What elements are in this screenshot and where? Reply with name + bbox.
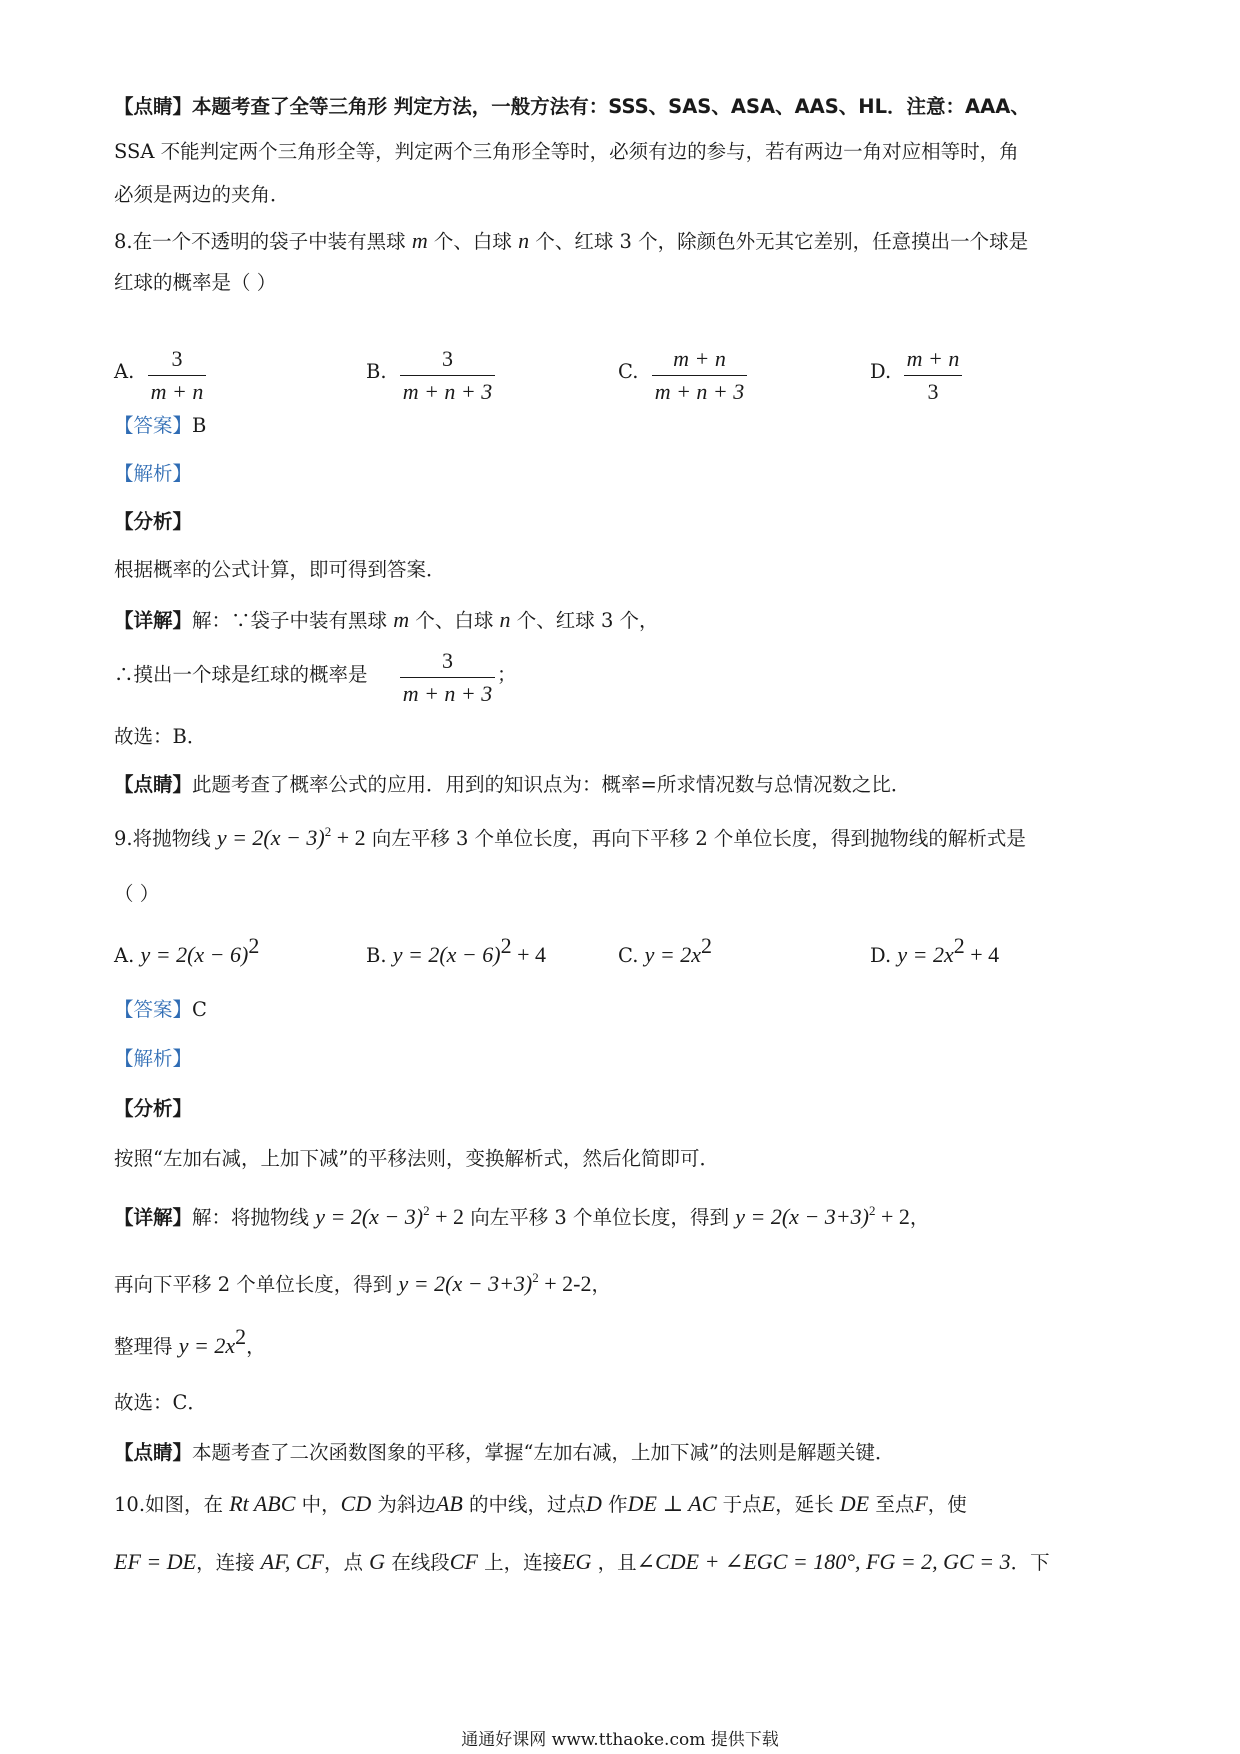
q8-fenxi-text: 根据概率的公式计算，即可得到答案． <box>114 558 446 581</box>
q9-detail-expr-1-tail: + 2 <box>429 1204 465 1229</box>
q8-var-n: n <box>518 228 530 253</box>
q10-stem-line-2 <box>114 1551 1050 1573</box>
q9-detail-expr-3-main: y = 2(x − 3+3) <box>398 1271 533 1296</box>
q9-stem-expr-main: y = 2(x − 3) <box>216 825 325 850</box>
q8-answer-line <box>114 416 206 436</box>
prev-dianjing-line-3 <box>114 185 290 205</box>
prev-dianjing-text-2: SSA 不能判定两个三角形全等，判定两个三角形全等时，必须有边的参与，若有两边一角对应相等时，角 <box>114 140 1019 163</box>
q9-stem-expr-sup: 2 <box>324 824 332 839</box>
q8-option-d-den: 3 <box>927 379 939 404</box>
q10-angle-condition: ∠CDE + ∠EGC = 180°, FG = 2, GC = 3 <box>636 1549 1011 1574</box>
q10-de: DE <box>839 1491 870 1516</box>
q9-jiexi-tag: 【解析】 <box>114 1047 193 1070</box>
q10-l1b: 中， <box>301 1493 341 1516</box>
q9-option-b <box>366 933 547 967</box>
q9-stem-prefix: 9.将抛物线 <box>114 827 211 850</box>
q9-detail-1c: ， <box>909 1206 930 1229</box>
q9-option-c-label: C. <box>618 944 639 967</box>
q9-option-c-sup: 2 <box>701 933 713 958</box>
q9-detail-expr-3 <box>399 1271 592 1296</box>
q9-dianjing-line <box>114 1443 894 1463</box>
q10-l1i: ，使 <box>927 1493 967 1516</box>
page-footer: 通通好课网 www.tthaoke.com 提供下载 <box>461 1730 779 1750</box>
q8-option-d-num: m + n <box>906 346 960 371</box>
q10-cd: CD <box>340 1491 372 1516</box>
q9-detail-2b: ， <box>591 1273 611 1296</box>
q9-option-c <box>618 933 713 967</box>
q8-detail-line-2 <box>114 665 368 685</box>
q10-l2g: ．下 <box>1010 1551 1050 1574</box>
q9-option-a-label: A. <box>114 944 135 967</box>
q8-detail-fraction-bar <box>400 677 495 678</box>
q10-d: D <box>586 1491 602 1516</box>
q8-detail-tag: 【详解】 <box>114 609 193 632</box>
q8-stem-t1: 个、白球 <box>433 230 512 253</box>
q8-detail-var-m: m <box>393 607 410 632</box>
q8-option-b-fraction <box>400 346 495 405</box>
q8-option-c-den: m + n + 3 <box>654 379 745 404</box>
q8-detail-line-1 <box>114 609 659 631</box>
q9-option-a <box>114 933 260 967</box>
q9-option-d-label: D. <box>870 944 892 967</box>
q9-option-a-expr: y = 2(x − 6) <box>140 942 249 967</box>
q10-l2f: ，且 <box>597 1551 637 1574</box>
q8-guxuan: 故选：B． <box>114 725 207 748</box>
q8-option-c-num: m + n <box>673 346 726 371</box>
q9-option-d-tail: + 4 <box>964 942 1000 967</box>
q10-l1g: ，延长 <box>775 1493 834 1516</box>
q9-option-a-sup: 2 <box>248 933 260 958</box>
q8-option-c-bar <box>652 375 747 376</box>
q8-option-a-den: m + n <box>150 379 204 404</box>
q9-detail-expr-3-sup: 2 <box>532 1270 539 1285</box>
q8-option-a-num: 3 <box>171 346 183 371</box>
q8-option-a-bar <box>148 375 206 376</box>
q8-jiexi-tag: 【解析】 <box>114 462 193 485</box>
q9-detail-expr-2-tail: + 2 <box>875 1204 910 1229</box>
q8-stem-line-2-text: 红球的概率是（ ） <box>114 271 277 294</box>
prev-dianjing-text-3: 必须是两边的夹角． <box>114 183 290 206</box>
q8-stem-prefix: 8.在一个不透明的袋子中装有黑球 <box>114 230 406 253</box>
q9-option-b-label: B. <box>366 944 387 967</box>
q8-option-b-label: B. <box>366 360 387 383</box>
q8-option-d-bar <box>904 375 962 376</box>
q9-detail-3b: ， <box>246 1335 266 1358</box>
q8-dianjing-line <box>114 775 910 795</box>
q9-detail-1a: 解：将抛物线 <box>192 1206 310 1229</box>
q8-dianjing-text: 此题考查了概率公式的应用．用到的知识点为：概率=所求情况数与总情况数之比． <box>192 773 911 796</box>
prev-dianjing-line-2 <box>114 142 1019 162</box>
q10-rt-abc: Rt ABC <box>229 1491 296 1516</box>
q10-g: G <box>369 1549 386 1574</box>
q9-stem-paren: （ ） <box>114 882 160 905</box>
q8-detail-2b: ； <box>497 663 517 686</box>
q9-fenxi-tag: 【分析】 <box>114 1097 193 1120</box>
q9-detail-expr-1-sup: 2 <box>423 1203 430 1218</box>
q9-stem-expr <box>217 825 366 850</box>
q10-af-cf: AF, CF <box>260 1549 324 1574</box>
q8-option-a-fraction <box>148 346 206 405</box>
q9-detail-expr-4: y = 2x <box>178 1333 236 1358</box>
q10-l2d: 在线段 <box>391 1551 450 1574</box>
q8-detail-var-n: n <box>499 607 511 632</box>
q9-option-b-expr: y = 2(x − 6) <box>392 942 501 967</box>
q8-stem-t2: 个、红球 3 个，除颜色外无其它差别，任意摸出一个球是 <box>535 230 1029 253</box>
q10-stem-line-1 <box>114 1493 967 1515</box>
q9-detail-expr-1-main: y = 2(x − 3) <box>315 1204 424 1229</box>
q8-stem-line-2 <box>114 273 276 293</box>
prev-dianjing-line-1 <box>114 97 1030 117</box>
q9-detail-line-2 <box>114 1270 611 1296</box>
q9-answer-line <box>114 1000 207 1020</box>
q10-l1e: 作 <box>608 1493 628 1516</box>
q9-stem-expr-tail: + 2 <box>331 825 366 850</box>
q10-eg: EG <box>562 1549 592 1574</box>
q10-cf: CF <box>449 1549 478 1574</box>
q8-detail-1a: 解：∵袋子中装有黑球 <box>192 609 388 632</box>
q8-option-b-num: 3 <box>442 346 453 371</box>
q9-stem-suffix: 向左平移 3 个单位长度，再向下平移 2 个单位长度，得到抛物线的解析式是 <box>371 827 1026 850</box>
q9-detail-line-3 <box>114 1324 266 1358</box>
q8-option-b-den: m + n + 3 <box>402 379 493 404</box>
q10-f: F <box>914 1491 928 1516</box>
q9-option-d <box>870 933 1000 967</box>
q8-option-d-fraction <box>904 346 962 405</box>
q10-l2e: 上，连接 <box>484 1551 563 1574</box>
q9-detail-expr-2-sup: 2 <box>868 1203 876 1218</box>
q9-dianjing-text: 本题考查了二次函数图象的平移，掌握“左加右减，上加下减”的法则是解题关键． <box>192 1441 895 1464</box>
q10-de-perp-ac: DE ⊥ AC <box>627 1491 717 1516</box>
q8-detail-fraction-den: m + n + 3 <box>402 681 493 706</box>
q10-l1f: 于点 <box>722 1493 762 1516</box>
q9-option-b-sup: 2 <box>500 933 512 958</box>
q8-option-b-bar <box>400 375 495 376</box>
q9-detail-2a: 再向下平移 2 个单位长度，得到 <box>114 1273 393 1296</box>
q8-option-a-label: A. <box>114 360 135 383</box>
q9-detail-expr-2 <box>735 1204 910 1229</box>
q8-answer-value: B <box>192 414 207 437</box>
q8-dianjing-tag: 【点睛】 <box>114 773 193 796</box>
q8-option-c-label: C. <box>618 360 639 383</box>
q9-answer-tag: 【答案】 <box>114 998 193 1021</box>
prev-dianjing-text-1: 【点睛】本题考查了全等三角形 判定方法，一般方法有：SSS、SAS、ASA、AAS、HL．注意：AAA、 <box>114 95 1030 118</box>
q9-detail-tag: 【详解】 <box>114 1206 193 1229</box>
q9-guxuan: 故选：C． <box>114 1391 207 1414</box>
q8-fenxi-tag: 【分析】 <box>114 510 193 533</box>
q9-dianjing-tag: 【点睛】 <box>114 1441 193 1464</box>
q10-ab: AB <box>435 1491 463 1516</box>
q10-l1a: 10.如图，在 <box>114 1493 224 1516</box>
q9-stem-line-1 <box>114 824 1026 850</box>
q8-option-d-label: D. <box>870 360 892 383</box>
q8-stem-line-1 <box>114 230 1028 252</box>
q9-option-b-tail: + 4 <box>511 942 547 967</box>
q9-detail-expr-1 <box>315 1204 464 1229</box>
q8-answer-tag: 【答案】 <box>114 414 193 437</box>
q10-l1c: 为斜边 <box>377 1493 436 1516</box>
q9-detail-expr-2-main: y = 2(x − 3+3) <box>735 1204 869 1229</box>
q10-e: E <box>761 1491 776 1516</box>
q8-detail-2a: ∴摸出一个球是红球的概率是 <box>114 663 368 686</box>
q9-detail-3a: 整理得 <box>114 1335 173 1358</box>
q9-option-d-expr: y = 2x <box>897 942 954 967</box>
q9-detail-expr-4-sup: 2 <box>235 1324 247 1349</box>
q8-detail-fraction-num: 3 <box>442 648 453 673</box>
q10-l2c: ，点 <box>323 1551 363 1574</box>
q10-ef-de: EF = DE <box>114 1549 197 1574</box>
q9-option-d-sup: 2 <box>953 933 965 958</box>
q9-detail-1b: 向左平移 3 个单位长度，得到 <box>470 1206 730 1229</box>
q9-detail-line-1 <box>114 1203 930 1229</box>
q8-detail-1b: 个、白球 <box>415 609 494 632</box>
q9-answer-value: C <box>192 998 207 1021</box>
q10-l1d: 的中线，过点 <box>469 1493 587 1516</box>
q9-fenxi-text: 按照“左加右减，上加下减”的平移法则，变换解析式，然后化简即可． <box>114 1147 719 1170</box>
q8-detail-fraction <box>400 648 495 707</box>
q8-var-m: m <box>411 228 428 253</box>
q8-option-c-fraction <box>652 346 747 405</box>
q9-detail-expr-3-tail: + 2-2 <box>538 1271 592 1296</box>
q8-detail-1c: 个、红球 3 个， <box>516 609 659 632</box>
q10-l1h: 至点 <box>875 1493 915 1516</box>
q10-l2b: ，连接 <box>196 1551 255 1574</box>
q9-option-c-expr: y = 2x <box>644 942 702 967</box>
